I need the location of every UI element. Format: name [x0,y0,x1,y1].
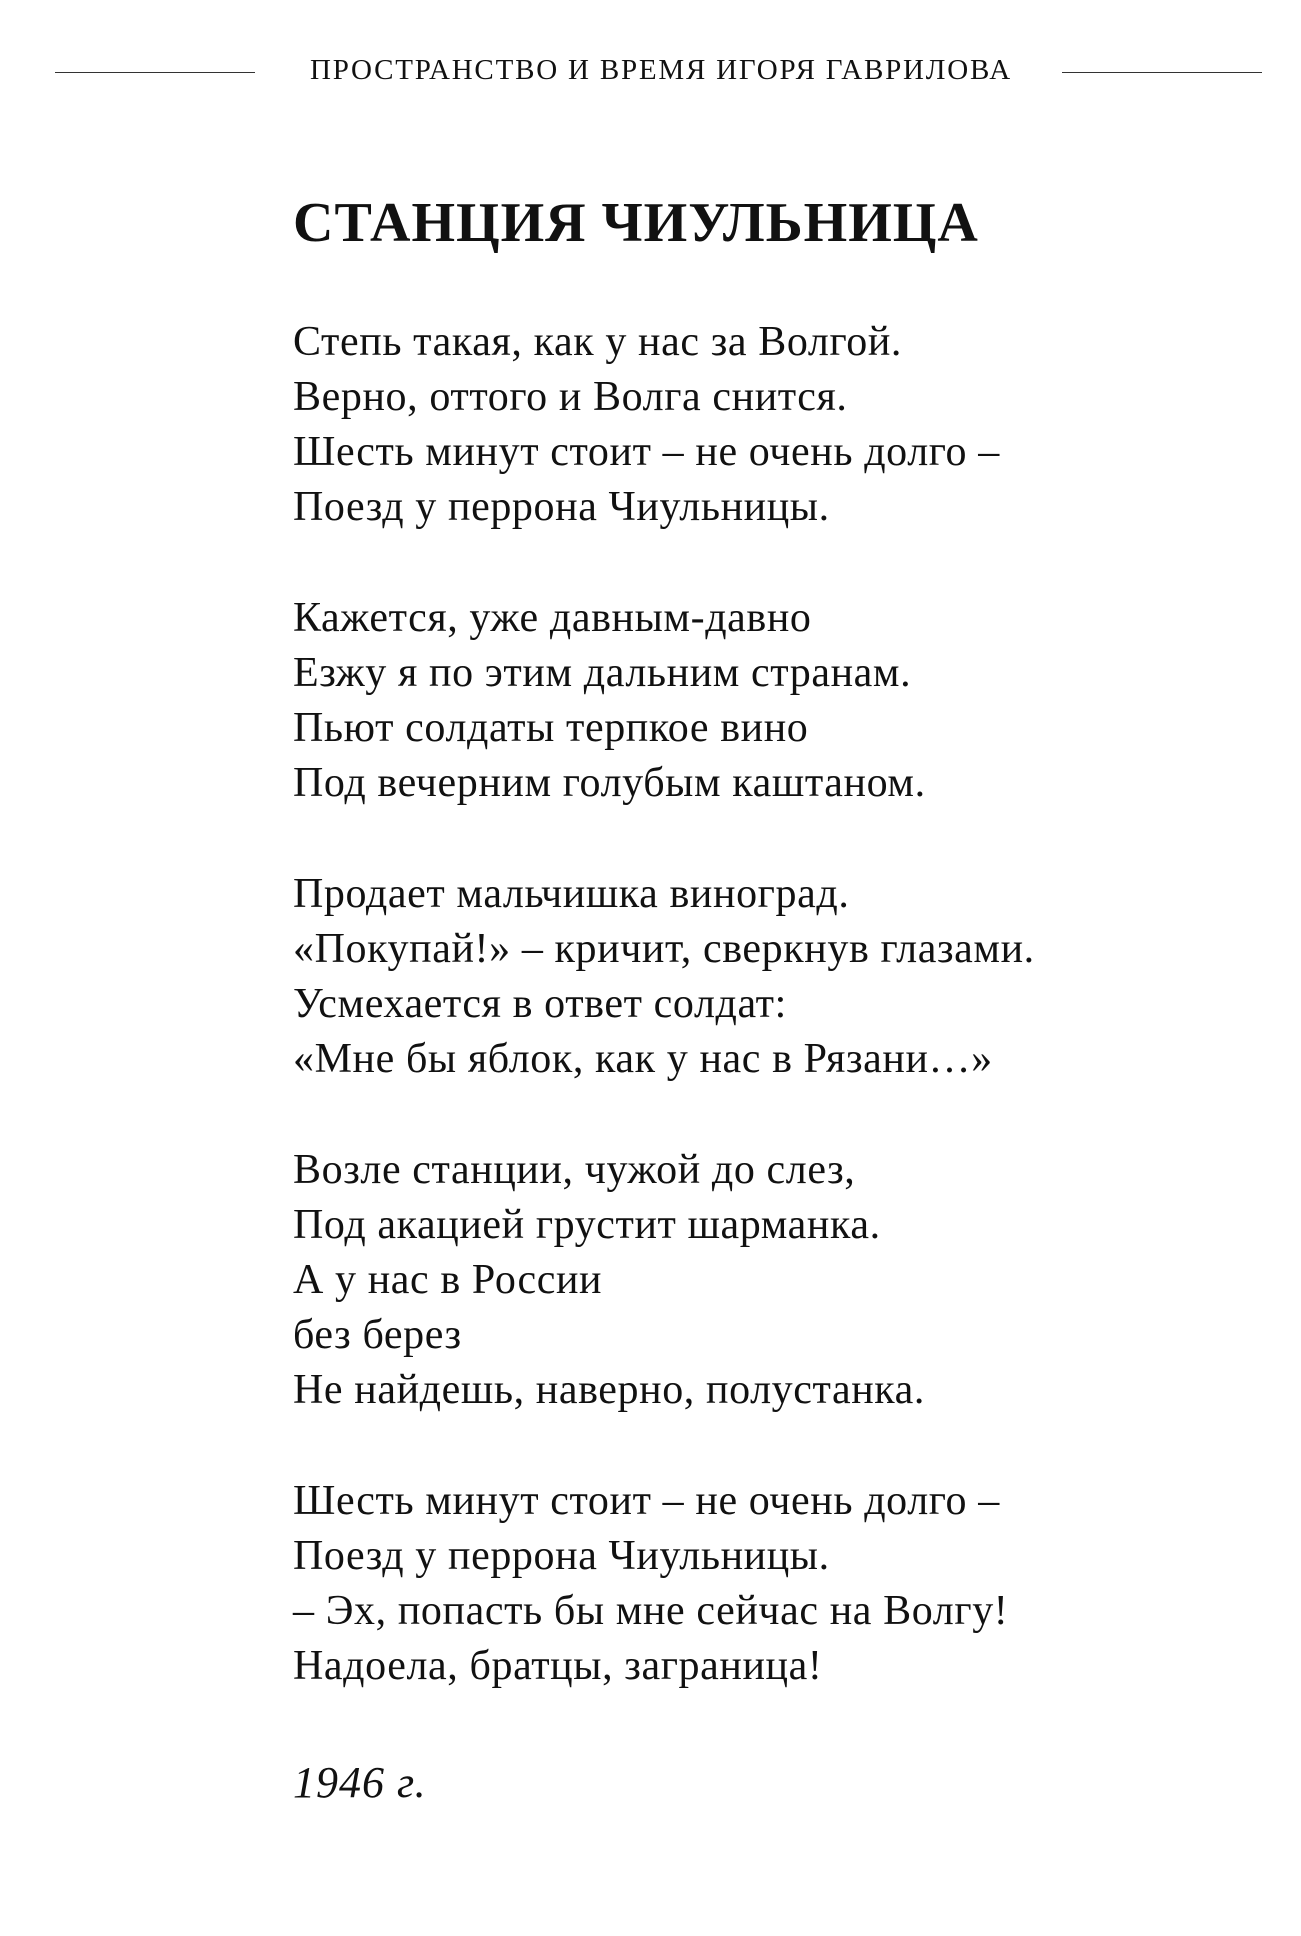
header-rule-right [1062,72,1262,73]
poem-title: СТАНЦИЯ ЧИУЛЬНИЦА [293,192,979,254]
stanza [293,867,1193,1087]
poem-line: без берез [293,1312,462,1358]
poem-date: 1946 г. [293,1758,427,1807]
poem-body [293,315,1193,1750]
poem-line: А у нас в России [293,1257,603,1303]
poem-line: Шесть минут стоит – не очень долго – [293,429,1000,475]
stanza [293,591,1193,811]
poem-line: Шесть минут стоит – не очень долго – [293,1478,1000,1524]
poem-line: Степь такая, как у нас за Волгой. [293,319,903,365]
poem-line: – Эх, попасть бы мне сейчас на Волгу! [293,1588,1009,1634]
poem-line: Поезд у перрона Чиульницы. [293,484,830,530]
poem-line: Поезд у перрона Чиульницы. [293,1533,830,1579]
poem-line: Продает мальчишка виноград. [293,871,850,917]
stanza [293,1143,1193,1418]
poem-line: Возле станции, чужой до слез, [293,1147,856,1193]
poem-line: Под вечерним голубым каштаном. [293,760,926,806]
poem-line: «Покупай!» – кричит, сверкнув глазами. [293,926,1035,972]
poem-line: Не найдешь, наверно, полустанка. [293,1367,926,1413]
poem-line: Пьют солдаты терпкое вино [293,705,809,751]
poem-line: Кажется, уже давным-давно [293,595,812,641]
running-header-title: ПРОСТРАНСТВО И ВРЕМЯ ИГОРЯ ГАВРИЛОВА [309,54,1013,86]
stanza [293,315,1193,535]
poem-line: «Мне бы яблок, как у нас в Рязани…» [293,1036,993,1082]
poem-line: Верно, оттого и Волга снится. [293,374,848,420]
poem-line: Усмехается в ответ солдат: [293,981,787,1027]
poem-line: Надоела, братцы, заграница! [293,1643,823,1689]
running-header [0,52,1301,88]
stanza [293,1474,1193,1694]
header-rule-left [55,72,255,73]
poem-line: Езжу я по этим дальним странам. [293,650,912,696]
poem-line: Под акацией грустит шарманка. [293,1202,881,1248]
